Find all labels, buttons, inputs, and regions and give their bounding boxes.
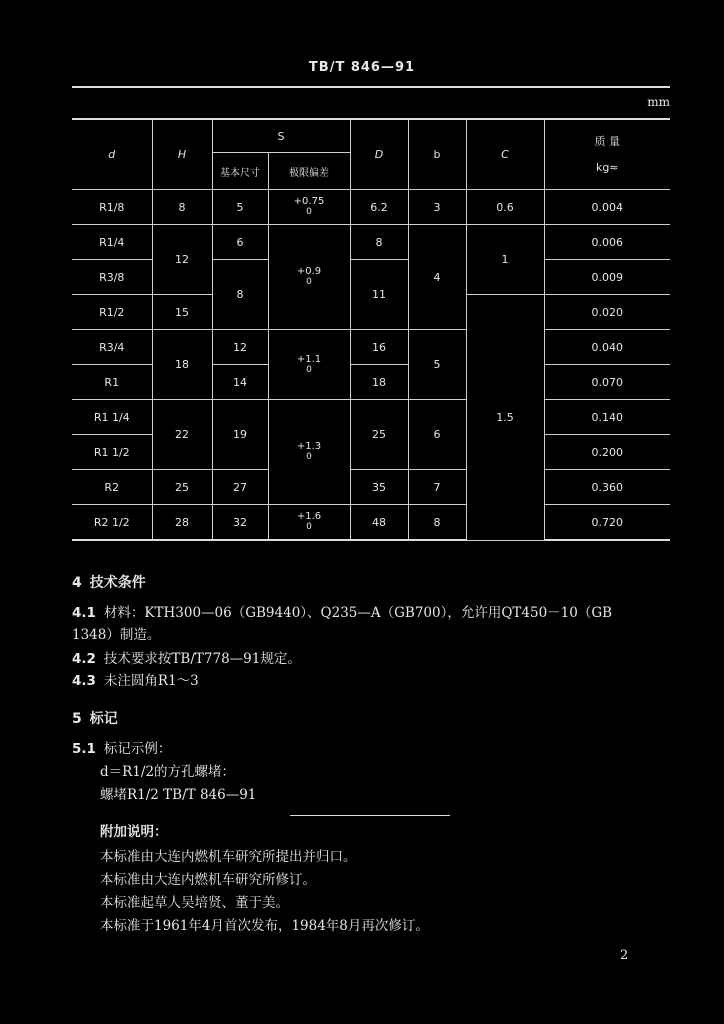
tol-upper: +1.1 [296, 353, 322, 365]
cell-D: 35 [350, 470, 408, 505]
clause-4-1-number: 4.1 [72, 605, 96, 621]
cell-C: 0.6 [466, 190, 544, 225]
cell-S-basic: 14 [212, 365, 268, 400]
cell-mass: 0.040 [544, 330, 670, 365]
cell-d: R1 [72, 365, 152, 400]
tol-upper: +0.9 [296, 266, 322, 277]
cell-D: 48 [350, 505, 408, 541]
cell-D: 6.2 [350, 190, 408, 225]
clause-4-1-continuation: 1348）制造。 [72, 627, 161, 643]
cell-d: R1 1/4 [72, 400, 152, 435]
notes-line: 本标准于1961年4月首次发布，1984年8月再次修订。 [100, 918, 429, 934]
unit-label: mm [647, 95, 670, 109]
cell-S-basic: 32 [212, 505, 268, 541]
cell-b: 4 [408, 225, 466, 330]
cell-C: 1.5 [466, 295, 544, 541]
cell-mass: 0.140 [544, 400, 670, 435]
notes-line: 本标准由大连内燃机车研究所修订。 [100, 872, 316, 888]
notes-line: 本标准由大连内燃机车研究所提出并归口。 [100, 849, 357, 865]
tol-lower: 0 [306, 207, 312, 217]
cell-H: 28 [152, 505, 212, 541]
cell-S-tol [268, 505, 350, 541]
header-mass-unit: kg≈ [595, 160, 619, 174]
cell-H: 12 [152, 225, 212, 295]
table-row [72, 190, 670, 225]
header-rule [72, 86, 670, 88]
clause-4-2-number: 4.2 [72, 651, 96, 667]
header-mass-label: 质 量 [594, 134, 620, 148]
notes-title: 附加说明： [100, 824, 168, 840]
clause-4-3 [72, 670, 672, 692]
cell-S-tol [268, 400, 350, 505]
header-C: C [466, 119, 544, 190]
table-row [72, 330, 670, 365]
cell-S-tol [268, 190, 350, 225]
header-S-basic: 基本尺寸 [212, 153, 268, 190]
section-5-number: 5 [72, 711, 82, 727]
cell-D: 18 [350, 365, 408, 400]
cell-mass: 0.006 [544, 225, 670, 260]
header-b: b [408, 119, 466, 190]
cell-d: R1/2 [72, 295, 152, 330]
cell-d: R1/8 [72, 190, 152, 225]
cell-d: R3/8 [72, 260, 152, 295]
cell-mass: 0.720 [544, 505, 670, 541]
cell-H: 18 [152, 330, 212, 400]
tol-lower: 0 [306, 452, 312, 462]
cell-mass: 0.009 [544, 260, 670, 295]
clause-4-1-text: 材料：KTH300—06（GB9440）、Q235—A（GB700），允许用QT450－10（GB [103, 605, 613, 621]
cell-S-basic: 6 [212, 225, 268, 260]
cell-D: 25 [350, 400, 408, 470]
table-row [72, 400, 670, 435]
cell-mass: 0.004 [544, 190, 670, 225]
header-mass [544, 119, 670, 190]
header-H: H [152, 119, 212, 190]
header-d: d [72, 119, 152, 190]
cell-H: 8 [152, 190, 212, 225]
tol-upper: +1.6 [296, 511, 322, 522]
cell-H: 25 [152, 470, 212, 505]
notes-divider [290, 815, 450, 816]
cell-S-basic: 27 [212, 470, 268, 505]
table-row [72, 505, 670, 541]
cell-d: R3/4 [72, 330, 152, 365]
cell-S-basic: 8 [212, 260, 268, 330]
page-number: 2 [620, 948, 629, 963]
section-5-heading [72, 708, 118, 728]
notes-line: 本标准起草人吴培贤、董于美。 [100, 895, 289, 911]
cell-b: 8 [408, 505, 466, 541]
clause-5-1 [72, 738, 672, 760]
cell-D: 11 [350, 260, 408, 330]
section-4-title: 技术条件 [89, 575, 146, 591]
cell-S-basic: 19 [212, 400, 268, 470]
cell-b: 3 [408, 190, 466, 225]
cell-b: 6 [408, 400, 466, 470]
cell-mass: 0.070 [544, 365, 670, 400]
clause-5-1-number: 5.1 [72, 741, 96, 757]
tol-lower: 0 [306, 277, 312, 287]
cell-mass: 0.360 [544, 470, 670, 505]
clause-4-3-number: 4.3 [72, 673, 96, 689]
cell-b: 7 [408, 470, 466, 505]
cell-d: R2 [72, 470, 152, 505]
cell-d: R2 1/2 [72, 505, 152, 541]
table-row [72, 225, 670, 260]
tol-upper: +1.3 [296, 441, 322, 452]
tol-lower: 0 [306, 364, 312, 375]
cell-d: R1 1/2 [72, 435, 152, 470]
tol-upper: +0.75 [293, 196, 325, 207]
header-D: D [350, 119, 408, 190]
section-5-title: 标记 [89, 711, 118, 727]
header-S-tolerance: 极限偏差 [268, 153, 350, 190]
cell-mass: 0.020 [544, 295, 670, 330]
cell-b: 5 [408, 330, 466, 400]
clause-4-2-text: 技术要求按TB/T778—91规定。 [103, 651, 301, 667]
clause-4-1 [72, 602, 672, 646]
marking-example-line-1: d＝R1/2的方孔螺堵： [100, 764, 236, 780]
cell-D: 8 [350, 225, 408, 260]
cell-S-tol [268, 330, 350, 400]
cell-D: 16 [350, 330, 408, 365]
cell-S-tol [268, 225, 350, 330]
marking-example-line-2: 螺堵R1/2 TB/T 846—91 [100, 787, 257, 803]
cell-S-basic: 5 [212, 190, 268, 225]
cell-H: 15 [152, 295, 212, 330]
standard-code-header: TB/T 846—91 [308, 60, 416, 75]
dimensions-table [72, 118, 670, 541]
clause-4-3-text: 未注圆角R1～3 [103, 673, 199, 689]
cell-H: 22 [152, 400, 212, 470]
section-4-number: 4 [72, 575, 82, 591]
cell-d: R1/4 [72, 225, 152, 260]
header-S: S [212, 119, 350, 153]
cell-mass: 0.200 [544, 435, 670, 470]
cell-C: 1 [466, 225, 544, 295]
tol-lower: 0 [306, 522, 312, 532]
clause-5-1-text: 标记示例： [103, 741, 172, 757]
cell-S-basic: 12 [212, 330, 268, 365]
section-4-heading [72, 572, 146, 592]
clause-4-2 [72, 648, 672, 670]
table-row [72, 470, 670, 505]
